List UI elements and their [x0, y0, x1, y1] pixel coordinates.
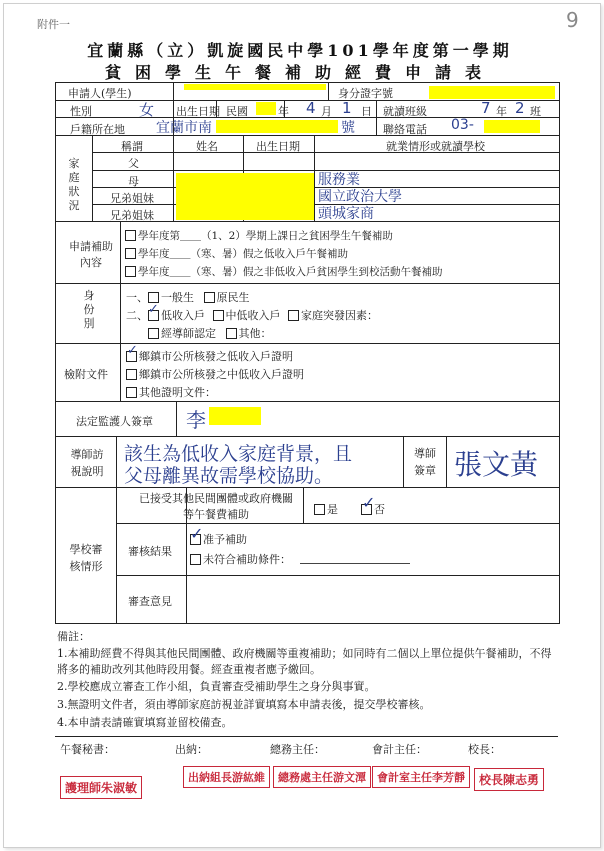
notes-section: [57, 628, 557, 732]
identity-line2-prefix: 二、: [126, 309, 148, 322]
doc-other: 其他證明文件：: [139, 386, 216, 399]
mid-low-income-checkbox[interactable]: [213, 310, 224, 321]
identity-line1-prefix: 一、: [126, 291, 148, 304]
doc-mid-low-income-checkbox[interactable]: [126, 369, 137, 380]
identity-counselor: 經導師認定: [161, 327, 216, 340]
subsidy-item-3: 學年度＿＿（寒、暑）假之非低收入戶貧困學生到校活動午餐補助: [138, 266, 443, 278]
note-1: 1.本補助經費不得與其他民間團體、政府機關等重複補助；如同時有二個以上單位提供午餐補助，不得將多的補助改列其他時段用餐。經查重複者應予繳回。: [57, 647, 552, 676]
review-label: 學校審核情形: [69, 543, 103, 573]
other-aid-no: 否: [374, 503, 385, 516]
subsidy-checkbox-3[interactable]: [125, 266, 136, 277]
emergency-checkbox[interactable]: [288, 310, 299, 321]
identity-emergency: 家庭突發因素：: [301, 309, 378, 322]
identity-low-income: 低收入戶: [161, 309, 205, 322]
family-section-label: 家庭狀況: [68, 157, 80, 212]
class-number: 2: [515, 99, 525, 117]
birth-day: 1: [342, 99, 352, 117]
sig-label-lunch-secretary: 午餐秘書：: [60, 743, 115, 756]
guardian-label: 法定監護人簽章: [76, 415, 153, 428]
notes-title: 備註：: [57, 630, 90, 643]
birth-era: 民國: [226, 105, 248, 118]
gender-label: 性別: [70, 105, 92, 118]
reject-checkbox[interactable]: [190, 554, 201, 565]
form-title-line2: 貧困學生午餐補助經費申請表: [104, 63, 495, 82]
birth-month-unit: 月: [321, 105, 332, 118]
redacted-phone: [484, 120, 540, 133]
redacted-address: [216, 120, 338, 133]
identity-general: 一般生: [161, 291, 194, 304]
doc-low-income-check-mark: ✓: [127, 343, 138, 358]
approve-check-mark: ✓: [190, 524, 204, 543]
other-aid-no-check-mark: ✓: [362, 493, 376, 512]
review-reject: 未符合補助條件：: [203, 553, 291, 566]
birth-month: 4: [306, 99, 316, 117]
stamp-cashier: 出納組長游紘維: [183, 766, 270, 788]
redacted-family-members: [176, 173, 314, 220]
documents-label: 檢附文件: [64, 368, 108, 381]
family-status-mother: 服務業: [318, 172, 360, 188]
address-start: 宜蘭市南: [156, 120, 212, 136]
doc-low-income: 鄉鎮市公所核發之低收入戶證明: [139, 350, 293, 363]
note-2: 2.學校應成立審查工作小組，負責審查受補助學生之身分與事實。: [57, 680, 376, 693]
phone-label: 聯絡電話: [383, 123, 427, 136]
family-relation-father: 父: [128, 157, 139, 170]
stamp-principal: 校長陳志勇: [474, 768, 544, 791]
identity-label: 身份別: [83, 289, 95, 330]
subsidy-checkbox-2[interactable]: [125, 248, 136, 259]
teacher-note-line2: 父母離異故需學校協助。: [124, 465, 334, 487]
address-label: 戶籍所在地: [70, 123, 125, 136]
gender-value: 女: [139, 101, 155, 119]
subsidy-label: 申請補助內容: [69, 240, 113, 269]
counselor-checkbox[interactable]: [148, 328, 159, 339]
teacher-visit-label: 導師訪視說明: [70, 448, 104, 478]
family-status-sibling-2: 頭城家商: [318, 206, 374, 222]
grade-value: 7: [481, 99, 491, 117]
identity-other: 其他：: [238, 327, 272, 340]
address-end: 號: [341, 120, 355, 136]
teacher-note-line1: 該生為低收入家庭背景，且: [124, 443, 353, 465]
other-aid-yes: 是: [327, 503, 338, 516]
sig-label-cashier: 出納：: [175, 743, 208, 756]
stamp-nurse: 護理師朱淑敏: [60, 776, 142, 799]
family-header-birth: 出生日期: [256, 140, 300, 153]
doc-other-checkbox[interactable]: [126, 387, 137, 398]
sig-label-accounting: 會計主任：: [372, 743, 427, 756]
annex-label: 附件一: [37, 18, 70, 31]
phone-value: 03-: [451, 117, 474, 133]
page-number: 9: [566, 8, 579, 32]
sig-label-principal: 校長：: [468, 743, 501, 756]
class-unit: 班: [530, 105, 541, 118]
guardian-signature: 李: [186, 408, 206, 432]
review-opinion-label: 審查意見: [128, 595, 172, 608]
aboriginal-checkbox[interactable]: [204, 292, 215, 303]
identity-mid-low-income: 中低收入戶: [225, 309, 281, 322]
low-income-check-mark: ✓: [148, 302, 159, 317]
doc-mid-low-income: 鄉鎮市公所核發之中低收入戶證明: [139, 368, 304, 381]
subsidy-item-1: 學年度第＿＿（1、2）學期上課日之貧困學生午餐補助: [138, 230, 393, 242]
class-label: 就讀班級: [383, 105, 427, 118]
review-result-label: 審核結果: [128, 545, 172, 558]
sig-label-general-affairs: 總務主任：: [270, 743, 325, 756]
applicant-label: 申請人(學生): [68, 87, 132, 100]
redacted-birth-year: [256, 102, 276, 115]
family-relation-sibling-2: 兄弟姐妹: [110, 209, 154, 222]
identity-aboriginal: 原民生: [216, 291, 250, 304]
birth-day-unit: 日: [361, 105, 372, 118]
review-approve: 准予補助: [203, 533, 247, 546]
redacted-id-number: [429, 86, 555, 99]
redacted-guardian-name: [209, 407, 261, 425]
family-header-relation: 稱謂: [121, 140, 143, 153]
stamp-accounting: 會計室主任李芳靜: [372, 766, 470, 788]
family-status-sibling-1: 國立政治大學: [318, 189, 402, 205]
other-identity-checkbox[interactable]: [226, 328, 237, 339]
teacher-sign-label: 導師簽章: [414, 447, 436, 477]
redacted-applicant-name: [184, 84, 326, 90]
subsidy-checkbox-1[interactable]: [125, 230, 136, 241]
application-table: 申請人(學生) 身分證字號 性別 女 出生日期 民國 年 4 月 1 日 就讀班級 7 年 2 班 戶籍所在地 宜蘭市南 號 聯絡電話 03- 家庭狀況 稱謂 姓名 出生日期 就業情形或就讀學校 父 母 兄弟姐妹 兄弟姐妹 服務業 國立政治大學 頭城家商 申請補助內容 學年度第＿＿（1、2）學期上課日之貧困學生午餐補助 學年度＿＿（寒、暑）假之低收入戶午餐補助 學年度＿＿（寒、暑）假之非低收入戶貧困學生到校活動午餐補助 身份別 一、 一般生 原民生 二、 低收入戶 中低收入戶 家庭突發因素： ✓ 經導師認定 其他： 檢附文件 鄉鎮市公所核發之低收入戶證明 ✓ 鄉鎮市公所核發之中低收入戶證明 其他證明文件： 法定監護人簽章 李 導師訪視說明 該生為低收入家庭背景，且 父母離異故需學校協助。 導師簽章 張文黃 學校審核情形 已接受其他民間團體或政府機關等午餐費補助 是 否 ✓ 審核結果 准予補助 ✓ 未符合補助條件： 審查意見: [55, 82, 560, 624]
note-4: 4.本申請表請確實填寫並留校備查。: [57, 716, 233, 729]
general-checkbox[interactable]: [148, 292, 159, 303]
birth-date-label: 出生日期: [176, 105, 220, 118]
family-header-name: 姓名: [196, 140, 218, 153]
family-relation-sibling-1: 兄弟姐妹: [110, 192, 154, 205]
other-aid-question: 已接受其他民間團體或政府機關等午餐費補助: [139, 492, 293, 521]
note-3: 3.無證明文件者，須由導師家庭訪視並詳實填寫本申請表後，提交學校審核。: [57, 698, 431, 711]
subsidy-item-2: 學年度＿＿（寒、暑）假之低收入戶午餐補助: [138, 248, 348, 260]
other-aid-yes-checkbox[interactable]: [314, 504, 325, 515]
id-number-label: 身分證字號: [338, 87, 393, 100]
stamp-general-affairs: 總務處主任游文潭: [273, 766, 371, 788]
family-relation-mother: 母: [128, 175, 139, 188]
family-header-status: 就業情形或就讀學校: [386, 140, 485, 153]
grade-unit: 年: [496, 105, 507, 118]
form-title-line1: 宜蘭縣（立）凱旋國民中學101學年度第一學期: [87, 41, 513, 60]
teacher-signature: 張文黃: [454, 448, 539, 481]
